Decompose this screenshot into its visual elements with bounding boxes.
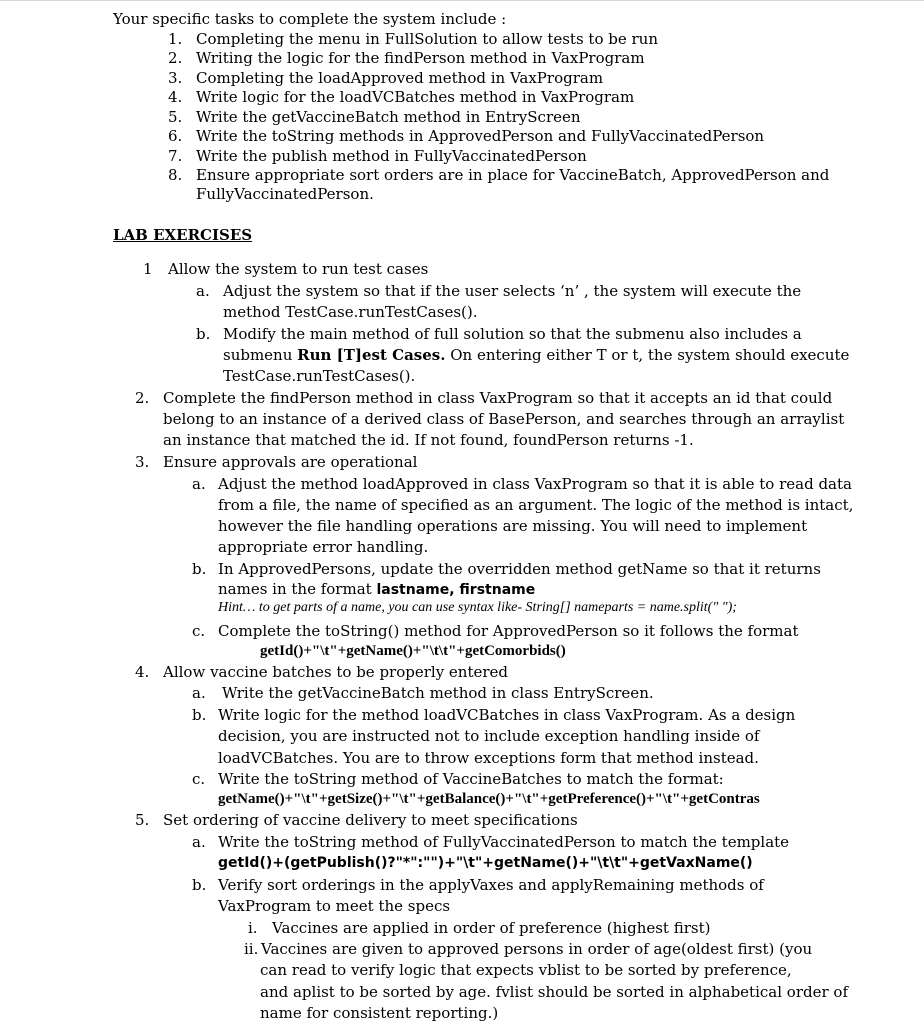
task-number: 4.: [168, 88, 183, 106]
subitem-label: a.: [192, 833, 206, 851]
roman-label: i.: [248, 919, 258, 937]
exercise-title: Allow vaccine batches to be properly entered: [163, 663, 509, 681]
exercise-number: 5.: [135, 811, 150, 829]
task-number: 7.: [168, 147, 183, 165]
subitem-label: c.: [192, 622, 206, 640]
subitem-text: Write the toString method of VaccineBatches to match the format:: [218, 770, 724, 788]
task-text: Write the publish method in FullyVaccinatedPerson: [196, 147, 587, 165]
bold-text: Run [T]est Cases.: [297, 346, 446, 364]
exercise-text: an instance that matched the id. If not found, foundPerson returns -1.: [163, 431, 694, 449]
subitem-text: Complete the toString() method for ApprovedPerson so it follows the format: [218, 622, 799, 640]
task-text-continued: FullyVaccinatedPerson.: [196, 185, 374, 203]
task-text: Completing the menu in FullSolution to allow tests to be run: [196, 30, 658, 48]
roman-label: ii.: [244, 940, 259, 958]
subitem-text: however the file handling operations are missing. You will need to implement: [218, 517, 808, 535]
subitem-text: Verify sort orderings in the applyVaxes and applyRemaining methods of: [218, 876, 764, 894]
subitem-label: c.: [192, 770, 206, 788]
subitem-label: b.: [192, 706, 207, 724]
subitem-text: Adjust the method loadApproved in class VaxProgram so that it is able to read data: [218, 475, 852, 493]
subitem-text: from a file, the name of specified as an argument. The logic of the method is intact,: [218, 496, 854, 514]
text-run: On entering either T or t, the system should execute: [445, 346, 850, 364]
task-number: 8.: [168, 166, 183, 184]
roman-text: and aplist to be sorted by age. fvlist should be sorted in alphabetical order of: [260, 983, 848, 1001]
exercise-title: Ensure approvals are operational: [163, 453, 418, 471]
lab-exercises-heading: LAB EXERCISES: [113, 226, 253, 244]
task-number: 6.: [168, 127, 183, 145]
subitem-text: Adjust the system so that if the user selects ‘n’ , the system will execute the: [223, 282, 802, 300]
subitem-label: a.: [192, 475, 206, 493]
task-text: Completing the loadApproved method in VaxProgram: [196, 69, 604, 87]
top-border-line: [0, 0, 924, 1]
code-format: getName()+"\t"+getSize()+"\t"+getBalance()+"\t"+getPreference()+"\t"+getContras: [218, 791, 760, 807]
subitem-text: Write the toString method of FullyVaccinatedPerson to match the template: [218, 833, 790, 851]
task-text: Writing the logic for the findPerson method in VaxProgram: [196, 49, 645, 67]
text-run: names in the format: [218, 580, 377, 598]
roman-text: Vaccines are applied in order of preference (highest first): [272, 919, 711, 937]
subitem-text: VaxProgram to meet the specs: [218, 897, 451, 915]
subitem-label: b.: [196, 325, 211, 343]
code-format: getId()+(getPublish()?"*":"")+"\t"+getName()+"\t\t"+getVaxName(): [218, 855, 753, 871]
exercise-title: Allow the system to run test cases: [168, 260, 429, 278]
subitem-text: loadVCBatches. You are to throw exceptions form that method instead.: [218, 749, 759, 767]
exercise-number: 4.: [135, 663, 150, 681]
exercise-number: 1: [143, 260, 153, 278]
task-text: Write logic for the loadVCBatches method in VaxProgram: [196, 88, 635, 106]
intro-text: Your specific tasks to complete the system include :: [113, 10, 507, 28]
subitem-label: a.: [192, 684, 206, 702]
task-number: 5.: [168, 108, 183, 126]
subitem-text: Write the getVaccineBatch method in class EntryScreen.: [222, 684, 654, 702]
subitem-text: Write logic for the method loadVCBatches in class VaxProgram. As a design: [218, 706, 796, 724]
code-format: getId()+"\t"+getName()+"\t\t"+getComorbids(): [260, 643, 566, 659]
task-text: Ensure appropriate sort orders are in place for VaccineBatch, ApprovedPerson and: [196, 166, 830, 184]
subitem-label: b.: [192, 560, 207, 578]
exercise-text: Complete the findPerson method in class VaxProgram so that it accepts an id that could: [163, 389, 833, 407]
bold-text: lastname, firstname: [376, 582, 536, 598]
roman-text: can read to verify logic that expects vblist to be sorted by preference,: [260, 961, 792, 979]
subitem-text: [223, 345, 849, 365]
subitem-text: appropriate error handling.: [218, 538, 429, 556]
subitem-text: [218, 579, 535, 600]
exercise-text: belong to an instance of a derived class of BasePerson, and searches through an arraylist: [163, 410, 845, 428]
roman-text: Vaccines are given to approved persons in order of age(oldest first) (you: [261, 940, 813, 958]
task-number: 3.: [168, 69, 183, 87]
roman-text: name for consistent reporting.): [260, 1004, 499, 1022]
exercise-number: 3.: [135, 453, 150, 471]
subitem-label: a.: [196, 282, 210, 300]
exercise-number: 2.: [135, 389, 150, 407]
subitem-text: TestCase.runTestCases().: [223, 367, 416, 385]
task-number: 1.: [168, 30, 183, 48]
subitem-text: Modify the main method of full solution so that the submenu also includes a: [223, 325, 802, 343]
subitem-label: b.: [192, 876, 207, 894]
task-number: 2.: [168, 49, 183, 67]
subitem-text: In ApprovedPersons, update the overridden method getName so that it returns: [218, 560, 821, 578]
exercise-title: Set ordering of vaccine delivery to meet specifications: [163, 811, 578, 829]
hint-text: Hint… to get parts of a name, you can use syntax like- String[] nameparts = name.split(" ");: [218, 600, 737, 615]
text-run: submenu: [223, 346, 298, 364]
subitem-text: decision, you are instructed not to include exception handling inside of: [218, 727, 760, 745]
task-text: Write the toString methods in ApprovedPerson and FullyVaccinatedPerson: [196, 127, 765, 145]
subitem-text: method TestCase.runTestCases().: [223, 303, 478, 321]
task-text: Write the getVaccineBatch method in EntryScreen: [196, 108, 581, 126]
